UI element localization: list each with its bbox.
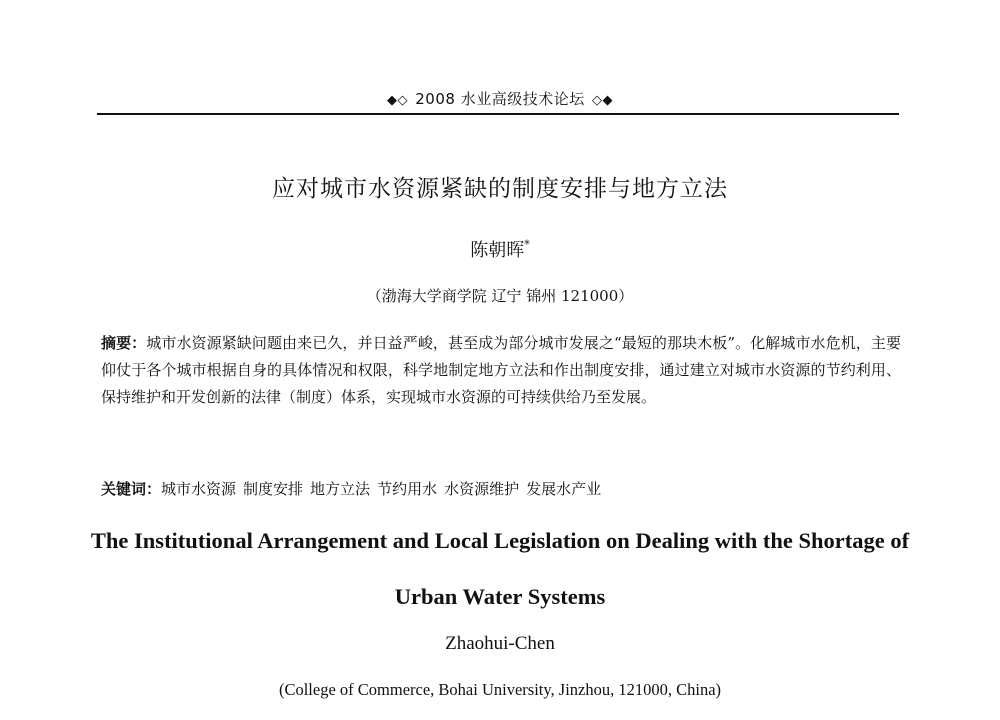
- chinese-title: 应对城市水资源紧缺的制度安排与地方立法: [272, 176, 728, 202]
- chinese-keywords: [101, 477, 901, 501]
- chinese-author-name: 陈朝晖: [470, 240, 525, 261]
- diamond-left-icon: ◆◇: [386, 93, 408, 108]
- author-footnote-mark: *: [524, 238, 530, 251]
- abstract-text: 城市水资源紧缺问题由来已久，并日益严峻，甚至成为部分城市发展之“最短的那块木板”。化解城市水危机，主要仰仗于各个城市根据自身的具体情况和权限，科学地制定地方立法和作出制度安排，通过建立对城市水资源的节约利用、保持维护和开发创新的法律（制度）体系，实现城市水资源的可持续供给乃至发展。: [101, 334, 901, 406]
- keyword: 发展水产业: [526, 480, 602, 498]
- keyword: 水资源维护: [444, 480, 520, 498]
- chinese-abstract: [101, 330, 901, 411]
- english-affiliation: (College of Commerce, Bohai University, Jinzhou, 121000, China): [278, 680, 722, 699]
- keyword: 制度安排: [243, 480, 304, 498]
- keyword: 节约用水: [377, 480, 438, 498]
- english-author: Zhaohui-Chen: [445, 633, 555, 654]
- running-header: [0, 88, 1000, 109]
- header-rule: [97, 113, 899, 115]
- keywords-label: 关键词：: [101, 480, 162, 498]
- running-header-text: 2008 水业高级技术论坛: [415, 90, 585, 108]
- english-title: The Institutional Arrangement and Local Legislation on Dealing with the Shortage of Urban Water Systems: [90, 528, 910, 609]
- abstract-label: 摘要：: [101, 334, 147, 352]
- keyword: 地方立法: [310, 480, 371, 498]
- chinese-affiliation: （渤海大学商学院 辽宁 锦州 121000）: [366, 287, 634, 305]
- chinese-author: [0, 236, 1000, 262]
- keyword: 城市水资源: [161, 480, 237, 498]
- diamond-right-icon: ◇◆: [592, 93, 613, 108]
